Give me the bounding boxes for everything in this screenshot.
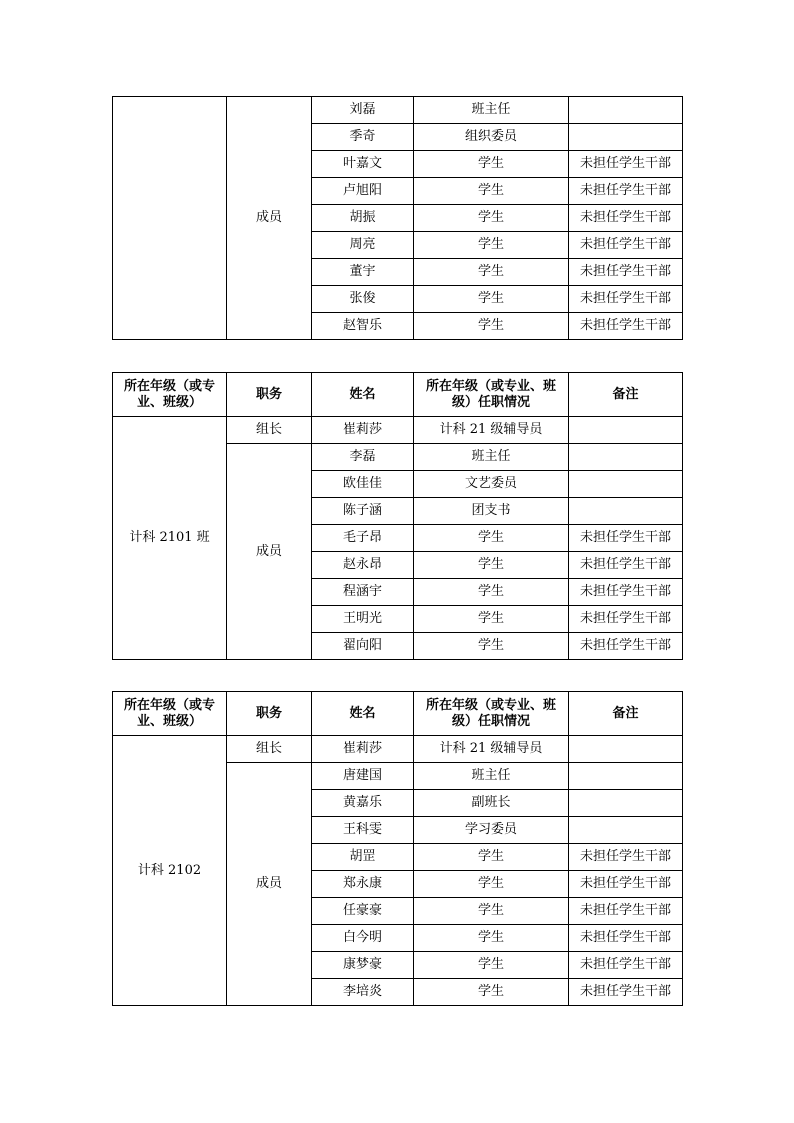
name-cell: 崔莉莎 [312, 736, 414, 763]
header-grade: 所在年级（或专业、班级） [113, 373, 227, 417]
name-cell: 唐建国 [312, 763, 414, 790]
note-cell: 未担任学生干部 [569, 259, 683, 286]
note-cell [569, 763, 683, 790]
note-cell [569, 790, 683, 817]
name-cell: 程涵宇 [312, 579, 414, 606]
grade-cell: 计科 2102 [113, 736, 227, 1006]
header-row [113, 692, 683, 736]
name-cell: 郑永康 [312, 871, 414, 898]
position-cell: 学生 [414, 232, 569, 259]
position-cell: 学生 [414, 178, 569, 205]
header-position: 所在年级（或专业、班级）任职情况 [414, 692, 569, 736]
position-cell: 班主任 [414, 444, 569, 471]
note-cell: 未担任学生干部 [569, 925, 683, 952]
name-cell: 翟向阳 [312, 633, 414, 660]
position-cell: 学生 [414, 925, 569, 952]
note-cell: 未担任学生干部 [569, 178, 683, 205]
position-cell: 学生 [414, 525, 569, 552]
name-cell: 毛子昂 [312, 525, 414, 552]
leader-row [113, 736, 683, 763]
position-cell: 学生 [414, 871, 569, 898]
note-cell: 未担任学生干部 [569, 579, 683, 606]
table-row [113, 97, 683, 124]
header-name: 姓名 [312, 373, 414, 417]
header-note: 备注 [569, 692, 683, 736]
name-cell: 李培炎 [312, 979, 414, 1006]
position-cell: 学生 [414, 606, 569, 633]
leader-row [113, 417, 683, 444]
name-cell: 李磊 [312, 444, 414, 471]
note-cell [569, 444, 683, 471]
note-cell [569, 97, 683, 124]
position-cell: 学生 [414, 205, 569, 232]
note-cell: 未担任学生干部 [569, 633, 683, 660]
header-position: 所在年级（或专业、班级）任职情况 [414, 373, 569, 417]
position-cell: 班主任 [414, 97, 569, 124]
name-cell: 王科雯 [312, 817, 414, 844]
roster-table-2102 [112, 691, 683, 1006]
position-cell: 文艺委员 [414, 471, 569, 498]
name-cell: 康梦豪 [312, 952, 414, 979]
grade-cell: 计科 2101 班 [113, 417, 227, 660]
name-cell: 张俊 [312, 286, 414, 313]
name-cell: 卢旭阳 [312, 178, 414, 205]
note-cell [569, 817, 683, 844]
header-row [113, 373, 683, 417]
position-cell: 副班长 [414, 790, 569, 817]
position-cell: 学生 [414, 579, 569, 606]
name-cell: 赵永昂 [312, 552, 414, 579]
position-cell: 学生 [414, 844, 569, 871]
note-cell: 未担任学生干部 [569, 313, 683, 340]
position-cell: 学生 [414, 552, 569, 579]
name-cell: 崔莉莎 [312, 417, 414, 444]
position-cell: 学生 [414, 259, 569, 286]
position-cell: 学习委员 [414, 817, 569, 844]
member-role-cell: 成员 [227, 444, 312, 660]
name-cell: 胡罡 [312, 844, 414, 871]
position-cell: 学生 [414, 898, 569, 925]
grade-cell [113, 97, 227, 340]
position-cell: 学生 [414, 952, 569, 979]
position-cell: 学生 [414, 151, 569, 178]
header-note: 备注 [569, 373, 683, 417]
position-cell: 学生 [414, 979, 569, 1006]
position-cell: 团支书 [414, 498, 569, 525]
note-cell [569, 471, 683, 498]
note-cell: 未担任学生干部 [569, 979, 683, 1006]
note-cell: 未担任学生干部 [569, 552, 683, 579]
member-role-cell: 成员 [227, 763, 312, 1006]
note-cell [569, 736, 683, 763]
position-cell: 学生 [414, 633, 569, 660]
name-cell: 王明光 [312, 606, 414, 633]
position-cell: 班主任 [414, 763, 569, 790]
name-cell: 赵智乐 [312, 313, 414, 340]
header-name: 姓名 [312, 692, 414, 736]
position-cell: 学生 [414, 286, 569, 313]
position-cell: 计科 21 级辅导员 [414, 736, 569, 763]
name-cell: 叶嘉文 [312, 151, 414, 178]
note-cell [569, 498, 683, 525]
header-role: 职务 [227, 373, 312, 417]
name-cell: 胡振 [312, 205, 414, 232]
name-cell: 欧佳佳 [312, 471, 414, 498]
name-cell: 白今明 [312, 925, 414, 952]
note-cell [569, 124, 683, 151]
name-cell: 任豪豪 [312, 898, 414, 925]
note-cell: 未担任学生干部 [569, 898, 683, 925]
note-cell: 未担任学生干部 [569, 232, 683, 259]
note-cell [569, 417, 683, 444]
name-cell: 董宇 [312, 259, 414, 286]
member-role-cell: 成员 [227, 97, 312, 340]
name-cell: 周亮 [312, 232, 414, 259]
name-cell: 刘磊 [312, 97, 414, 124]
note-cell: 未担任学生干部 [569, 952, 683, 979]
name-cell: 季奇 [312, 124, 414, 151]
note-cell: 未担任学生干部 [569, 871, 683, 898]
roster-table-continued [112, 96, 683, 340]
note-cell: 未担任学生干部 [569, 151, 683, 178]
leader-role-cell: 组长 [227, 417, 312, 444]
position-cell: 计科 21 级辅导员 [414, 417, 569, 444]
position-cell: 组织委员 [414, 124, 569, 151]
name-cell: 陈子涵 [312, 498, 414, 525]
roster-table-2101 [112, 372, 683, 660]
header-grade: 所在年级（或专业、班级） [113, 692, 227, 736]
position-cell: 学生 [414, 313, 569, 340]
leader-role-cell: 组长 [227, 736, 312, 763]
header-role: 职务 [227, 692, 312, 736]
note-cell: 未担任学生干部 [569, 844, 683, 871]
note-cell: 未担任学生干部 [569, 606, 683, 633]
note-cell: 未担任学生干部 [569, 205, 683, 232]
note-cell: 未担任学生干部 [569, 286, 683, 313]
note-cell: 未担任学生干部 [569, 525, 683, 552]
name-cell: 黄嘉乐 [312, 790, 414, 817]
